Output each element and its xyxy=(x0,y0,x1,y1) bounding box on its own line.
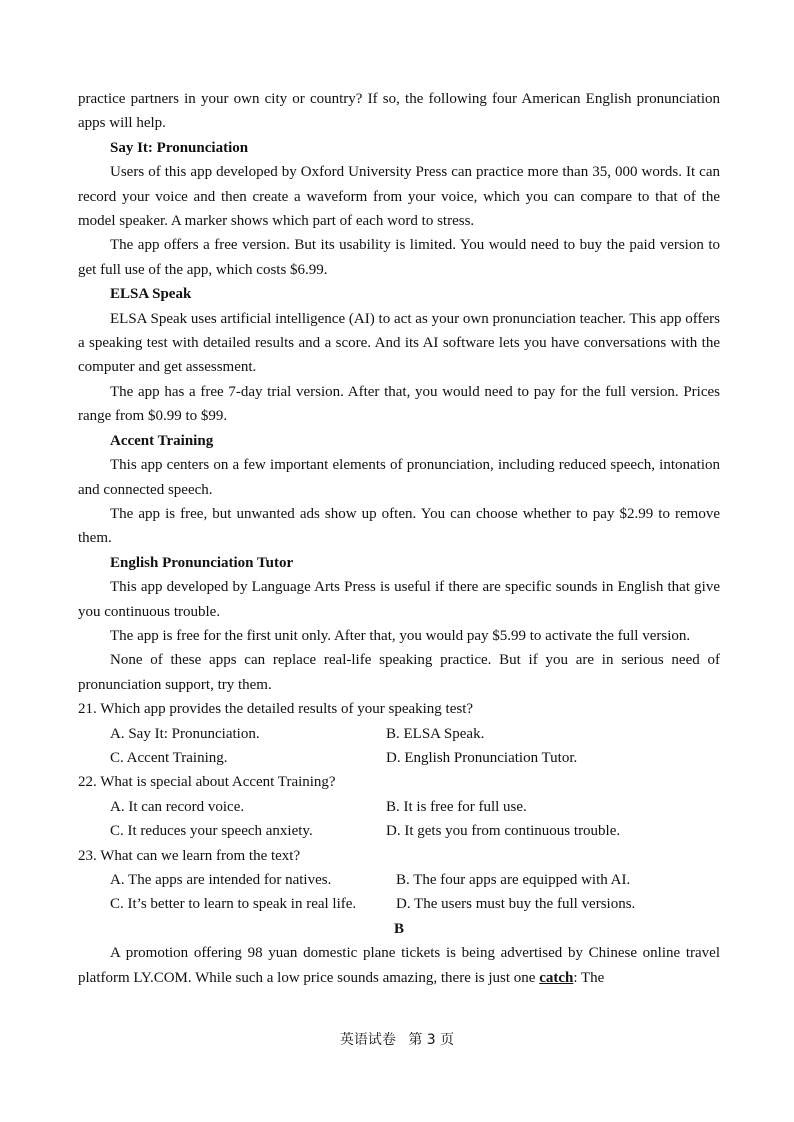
option-row xyxy=(78,795,720,819)
app-heading: ELSA Speak xyxy=(110,286,192,303)
option-c: C. Accent Training. xyxy=(110,749,228,766)
option-row xyxy=(78,819,720,843)
question-23 xyxy=(78,844,720,917)
option-row xyxy=(78,868,720,892)
app-paragraph: Users of this app developed by Oxford University Press can practice more than 35, 000 words. It can record your voice and then create a waveform from your voice, which you can compare to that of the model speaker. A marker shows which part of each word to stress. xyxy=(78,164,720,230)
section-b-text-end: : The xyxy=(573,969,605,986)
option-c: C. It reduces your speech anxiety. xyxy=(110,823,313,840)
section-b-label: B xyxy=(393,920,404,937)
app-paragraph: The app is free, but unwanted ads show up often. You can choose whether to pay $2.99 to remove them. xyxy=(78,505,720,547)
footer-page-number: 第 3 页 xyxy=(408,1032,455,1048)
question-stem: 21. Which app provides the detailed results of your speaking test? xyxy=(78,701,474,718)
emphasized-word: catch xyxy=(539,969,574,986)
option-row xyxy=(78,746,720,770)
app-paragraph: This app developed by Language Arts Press is useful if there are specific sounds in English that give you continuous trouble. xyxy=(78,579,720,620)
app-paragraph: The app has a free 7-day trial version. After that, you would need to pay for the full version. Prices range from $0.99 to $99. xyxy=(78,383,720,425)
app-heading: Say It: Pronunciation xyxy=(110,139,249,156)
page-footer xyxy=(0,1028,794,1052)
app-paragraph: The app offers a free version. But its usability is limited. You would need to buy the paid version to get full use of the app, which costs $6.99. xyxy=(78,237,720,278)
section-b-text: A promotion offering 98 yuan domestic plane tickets is being advertised by Chinese online travel platform LY.COM. While such a low price sounds amazing, there is just one xyxy=(78,945,720,986)
option-a: A. Say It: Pronunciation. xyxy=(110,725,260,742)
app-paragraph: ELSA Speak uses artificial intelligence (AI) to act as your own pronunciation teacher. This app offers a speaking test with detailed results and a score. And its AI software lets you have conversations with the computer and get assessment. xyxy=(78,310,720,376)
option-row xyxy=(78,892,720,916)
app-heading: English Pronunciation Tutor xyxy=(110,554,294,571)
app-section-accent xyxy=(78,429,720,551)
app-section-elsa xyxy=(78,282,720,428)
option-d: D. The users must buy the full versions. xyxy=(396,896,636,913)
app-section-tutor xyxy=(78,551,720,649)
question-stem: 22. What is special about Accent Training? xyxy=(78,774,336,791)
question-21 xyxy=(78,697,720,770)
option-a: A. The apps are intended for natives. xyxy=(110,872,332,888)
question-stem: 23. What can we learn from the text? xyxy=(78,847,301,864)
app-heading: Accent Training xyxy=(110,432,214,449)
option-b: B. The four apps are equipped with AI. xyxy=(396,872,631,888)
option-row xyxy=(78,722,720,746)
intro-continuation: practice partners in your own city or country? If so, the following four American English pronunciation apps will help. xyxy=(78,91,720,132)
question-22 xyxy=(78,770,720,843)
section-b-paragraph xyxy=(78,941,720,990)
app-paragraph: This app centers on a few important elements of pronunciation, including reduced speech, intonation and connected speech. xyxy=(78,457,720,498)
footer-subject: 英语试卷 xyxy=(339,1032,396,1048)
option-c: C. It’s better to learn to speak in real life. xyxy=(110,896,357,913)
option-b: B. It is free for full use. xyxy=(386,798,527,815)
option-d: D. It gets you from continuous trouble. xyxy=(386,823,621,840)
app-paragraph: The app is free for the first unit only. After that, you would pay $5.99 to activate the full version. xyxy=(110,627,691,644)
option-d: D. English Pronunciation Tutor. xyxy=(386,749,578,766)
closing-paragraph: None of these apps can replace real-life speaking practice. But if you are in serious need of pronunciation support, try them. xyxy=(78,652,720,693)
app-section-say-it xyxy=(78,136,720,282)
option-a: A. It can record voice. xyxy=(110,798,245,815)
option-b: B. ELSA Speak. xyxy=(386,725,485,742)
